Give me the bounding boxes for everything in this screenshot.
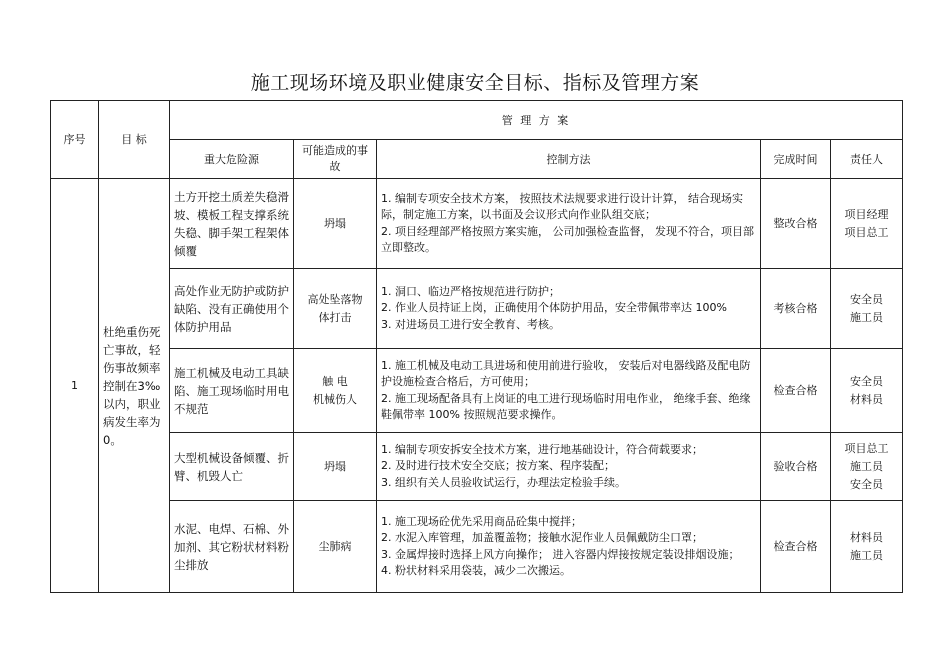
completion-cell: 整改合格 [761, 179, 831, 269]
method-cell: 1. 编制专项安全技术方案， 按照技术法规要求进行设计计算， 结合现场实际，制定施工方案，以书面及会议形式向作业队组交底； 2. 项目经理部严格按照方案实施， 公司加强检查监督， 发现不符合，项目部立即整改。 [377, 179, 761, 269]
header-goal: 目 标 [99, 101, 170, 179]
header-row-top [51, 101, 903, 140]
accident-cell: 坍塌 [294, 433, 377, 501]
responsible-cell: 安全员 材料员 [831, 349, 903, 433]
table-row [51, 433, 903, 501]
responsible-cell: 项目经理 项目总工 [831, 179, 903, 269]
completion-cell: 检查合格 [761, 501, 831, 593]
completion-cell: 验收合格 [761, 433, 831, 501]
header-row-sub [51, 140, 903, 179]
header-seq: 序号 [51, 101, 99, 179]
header-plan: 管 理 方 案 [170, 101, 903, 140]
completion-cell: 考核合格 [761, 269, 831, 349]
header-method: 控制方法 [377, 140, 761, 179]
management-plan-table [50, 100, 903, 593]
responsible-cell: 安全员 施工员 [831, 269, 903, 349]
table-row [51, 179, 903, 269]
hazard-cell: 水泥、电焊、石棉、外加剂、其它粉状材料粉尘排放 [170, 501, 294, 593]
hazard-cell: 高处作业无防护或防护缺陷、没有正确使用个体防护用品 [170, 269, 294, 349]
responsible-cell: 项目总工 施工员 安全员 [831, 433, 903, 501]
hazard-cell: 大型机械设备倾覆、折臂、机毁人亡 [170, 433, 294, 501]
header-completion: 完成时间 [761, 140, 831, 179]
responsible-cell: 材料员 施工员 [831, 501, 903, 593]
completion-cell: 检查合格 [761, 349, 831, 433]
hazard-cell: 施工机械及电动工具缺陷、施工现场临时用电不规范 [170, 349, 294, 433]
table-row [51, 269, 903, 349]
table-row [51, 501, 903, 593]
header-responsible: 责任人 [831, 140, 903, 179]
accident-cell: 高处坠落物体打击 [294, 269, 377, 349]
accident-cell: 尘肺病 [294, 501, 377, 593]
hazard-cell: 土方开挖土质差失稳滑坡、模板工程支撑系统失稳、脚手架工程架体倾覆 [170, 179, 294, 269]
method-cell: 1. 洞口、临边严格按规范进行防护； 2. 作业人员持证上岗，正确使用个体防护用品，安全带佩带率达 100% 3. 对进场员工进行安全教育、考核。 [377, 269, 761, 349]
accident-cell: 坍塌 [294, 179, 377, 269]
seq-cell: 1 [51, 179, 99, 593]
method-cell: 1. 施工现场砼优先采用商品砼集中搅拌； 2. 水泥入库管理，加盖覆盖物；接触水泥作业人员佩戴防尘口罩； 3. 金属焊接时选择上风方向操作； 进入容器内焊接按规定装设排烟设施； 4. 粉状材料采用袋装，减少二次搬运。 [377, 501, 761, 593]
method-cell: 1. 施工机械及电动工具进场和使用前进行验收， 安装后对电器线路及配电防护设施检查合格后，方可使用； 2. 施工现场配备具有上岗证的电工进行现场临时用电作业， 绝缘手套、绝缘鞋佩带率 100% 按照规范要求操作。 [377, 349, 761, 433]
header-accident: 可能造成的事故 [294, 140, 377, 179]
header-hazard: 重大危险源 [170, 140, 294, 179]
page-title: 施工现场环境及职业健康安全目标、指标及管理方案 [250, 72, 700, 94]
method-cell: 1. 编制专项安拆安全技术方案，进行地基础设计，符合荷载要求； 2. 及时进行技术安全交底；按方案、程序装配； 3. 组织有关人员验收试运行，办理法定检验手续。 [377, 433, 761, 501]
goal-cell: 杜绝重伤死亡事故，轻伤事故频率控制在3‰以内，职业病发生率为0。 [99, 179, 170, 593]
table-row [51, 349, 903, 433]
accident-cell: 触 电 机械伤人 [294, 349, 377, 433]
